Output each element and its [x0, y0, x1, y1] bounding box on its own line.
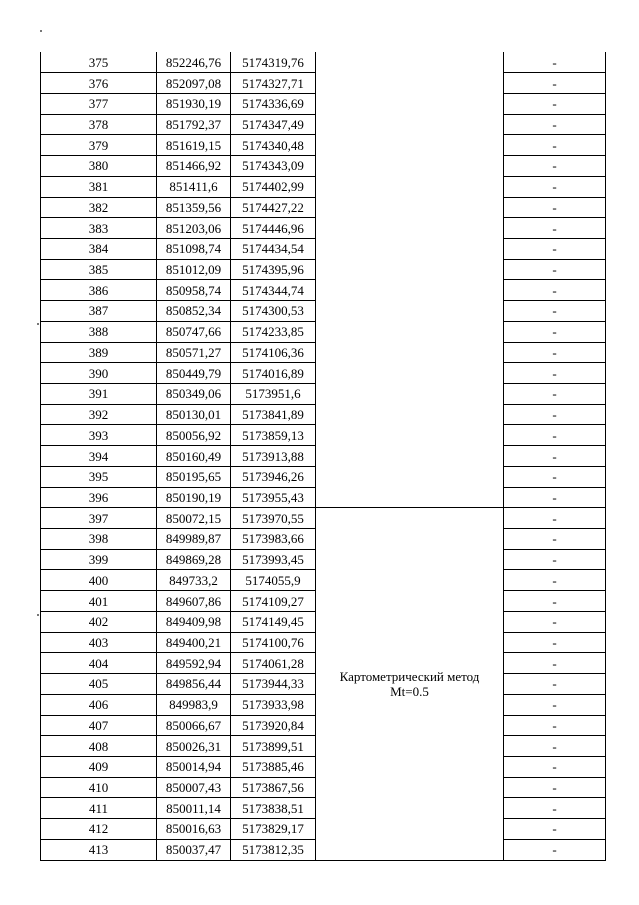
accuracy-cell: - — [504, 549, 606, 570]
method-cell-empty — [316, 73, 504, 94]
y-coordinate-cell: 5174344,74 — [231, 280, 316, 301]
point-number-cell: 380 — [41, 156, 157, 177]
y-coordinate-cell: 5173829,17 — [231, 819, 316, 840]
accuracy-cell: - — [504, 694, 606, 715]
method-cell-empty — [316, 135, 504, 156]
table-row — [41, 73, 606, 94]
accuracy-cell: - — [504, 73, 606, 94]
point-number-cell: 390 — [41, 363, 157, 384]
accuracy-cell: - — [504, 674, 606, 695]
method-cell-empty — [316, 156, 504, 177]
x-coordinate-cell: 849409,98 — [157, 611, 231, 632]
table-row — [41, 466, 606, 487]
accuracy-cell: - — [504, 466, 606, 487]
x-coordinate-cell: 851792,37 — [157, 114, 231, 135]
accuracy-cell: - — [504, 218, 606, 239]
accuracy-cell: - — [504, 756, 606, 777]
y-coordinate-cell: 5173993,45 — [231, 549, 316, 570]
table-row — [41, 93, 606, 114]
table-row — [41, 508, 606, 529]
y-coordinate-cell: 5174300,53 — [231, 301, 316, 322]
x-coordinate-cell: 849592,94 — [157, 653, 231, 674]
table-row — [41, 156, 606, 177]
table-row — [41, 280, 606, 301]
accuracy-cell: - — [504, 611, 606, 632]
y-coordinate-cell: 5173970,55 — [231, 508, 316, 529]
accuracy-cell: - — [504, 632, 606, 653]
point-number-cell: 385 — [41, 259, 157, 280]
y-coordinate-cell: 5173899,51 — [231, 736, 316, 757]
table-row — [41, 52, 606, 73]
y-coordinate-cell: 5173913,88 — [231, 446, 316, 467]
method-cell-empty — [316, 93, 504, 114]
accuracy-cell: - — [504, 342, 606, 363]
x-coordinate-cell: 850066,67 — [157, 715, 231, 736]
accuracy-cell: - — [504, 570, 606, 591]
scan-mark — [37, 614, 39, 616]
table-row — [41, 218, 606, 239]
accuracy-cell: - — [504, 653, 606, 674]
accuracy-cell: - — [504, 52, 606, 73]
accuracy-cell: - — [504, 321, 606, 342]
x-coordinate-cell: 849856,44 — [157, 674, 231, 695]
method-cell-empty — [316, 466, 504, 487]
y-coordinate-cell: 5174347,49 — [231, 114, 316, 135]
table-row — [41, 135, 606, 156]
accuracy-cell: - — [504, 736, 606, 757]
x-coordinate-cell: 851466,92 — [157, 156, 231, 177]
x-coordinate-cell: 850958,74 — [157, 280, 231, 301]
point-number-cell: 382 — [41, 197, 157, 218]
method-cell-empty — [316, 487, 504, 508]
y-coordinate-cell: 5174327,71 — [231, 73, 316, 94]
y-coordinate-cell: 5174402,99 — [231, 176, 316, 197]
accuracy-cell: - — [504, 404, 606, 425]
accuracy-cell: - — [504, 363, 606, 384]
y-coordinate-cell: 5173812,35 — [231, 839, 316, 860]
point-number-cell: 400 — [41, 570, 157, 591]
x-coordinate-cell: 851098,74 — [157, 238, 231, 259]
y-coordinate-cell: 5174319,76 — [231, 52, 316, 73]
table-row — [41, 425, 606, 446]
y-coordinate-cell: 5174395,96 — [231, 259, 316, 280]
table-row — [41, 321, 606, 342]
y-coordinate-cell: 5174106,36 — [231, 342, 316, 363]
x-coordinate-cell: 850852,34 — [157, 301, 231, 322]
point-number-cell: 398 — [41, 529, 157, 550]
table-row — [41, 259, 606, 280]
accuracy-cell: - — [504, 301, 606, 322]
table-row — [41, 404, 606, 425]
x-coordinate-cell: 849607,86 — [157, 591, 231, 612]
point-number-cell: 408 — [41, 736, 157, 757]
method-cell — [316, 508, 504, 860]
method-cell-empty — [316, 384, 504, 405]
point-number-cell: 394 — [41, 446, 157, 467]
accuracy-cell: - — [504, 446, 606, 467]
y-coordinate-cell: 5174055,9 — [231, 570, 316, 591]
x-coordinate-cell: 852097,08 — [157, 73, 231, 94]
coordinates-table — [40, 52, 606, 861]
point-number-cell: 393 — [41, 425, 157, 446]
table-row — [41, 342, 606, 363]
y-coordinate-cell: 5174427,22 — [231, 197, 316, 218]
table-row — [41, 487, 606, 508]
point-number-cell: 383 — [41, 218, 157, 239]
y-coordinate-cell: 5173867,56 — [231, 777, 316, 798]
accuracy-cell: - — [504, 798, 606, 819]
method-cell-empty — [316, 363, 504, 384]
y-coordinate-cell: 5174446,96 — [231, 218, 316, 239]
accuracy-cell: - — [504, 197, 606, 218]
x-coordinate-cell: 851203,06 — [157, 218, 231, 239]
y-coordinate-cell: 5173920,84 — [231, 715, 316, 736]
point-number-cell: 399 — [41, 549, 157, 570]
point-number-cell: 386 — [41, 280, 157, 301]
y-coordinate-cell: 5174016,89 — [231, 363, 316, 384]
scan-mark — [40, 30, 42, 32]
y-coordinate-cell: 5174233,85 — [231, 321, 316, 342]
x-coordinate-cell: 851930,19 — [157, 93, 231, 114]
x-coordinate-cell: 849733,2 — [157, 570, 231, 591]
accuracy-cell: - — [504, 135, 606, 156]
accuracy-cell: - — [504, 839, 606, 860]
method-cell-empty — [316, 280, 504, 301]
point-number-cell: 402 — [41, 611, 157, 632]
x-coordinate-cell: 850056,92 — [157, 425, 231, 446]
point-number-cell: 392 — [41, 404, 157, 425]
point-number-cell: 384 — [41, 238, 157, 259]
point-number-cell: 389 — [41, 342, 157, 363]
table-row — [41, 176, 606, 197]
point-number-cell: 397 — [41, 508, 157, 529]
x-coordinate-cell: 850190,19 — [157, 487, 231, 508]
accuracy-cell: - — [504, 259, 606, 280]
table-row — [41, 446, 606, 467]
x-coordinate-cell: 850007,43 — [157, 777, 231, 798]
method-cell-empty — [316, 176, 504, 197]
x-coordinate-cell: 850016,63 — [157, 819, 231, 840]
point-number-cell: 407 — [41, 715, 157, 736]
y-coordinate-cell: 5174061,28 — [231, 653, 316, 674]
x-coordinate-cell: 851012,09 — [157, 259, 231, 280]
x-coordinate-cell: 850449,79 — [157, 363, 231, 384]
point-number-cell: 381 — [41, 176, 157, 197]
point-number-cell: 404 — [41, 653, 157, 674]
y-coordinate-cell: 5173951,6 — [231, 384, 316, 405]
point-number-cell: 387 — [41, 301, 157, 322]
table-row — [41, 301, 606, 322]
method-cell-empty — [316, 238, 504, 259]
method-cell-empty — [316, 301, 504, 322]
table-row — [41, 197, 606, 218]
y-coordinate-cell: 5173946,26 — [231, 466, 316, 487]
point-number-cell: 403 — [41, 632, 157, 653]
y-coordinate-cell: 5174434,54 — [231, 238, 316, 259]
table-row — [41, 363, 606, 384]
method-cell-empty — [316, 321, 504, 342]
table-row — [41, 238, 606, 259]
accuracy-cell: - — [504, 384, 606, 405]
point-number-cell: 409 — [41, 756, 157, 777]
x-coordinate-cell: 851359,56 — [157, 197, 231, 218]
x-coordinate-cell: 850014,94 — [157, 756, 231, 777]
x-coordinate-cell: 850195,65 — [157, 466, 231, 487]
accuracy-cell: - — [504, 114, 606, 135]
x-coordinate-cell: 850571,27 — [157, 342, 231, 363]
point-number-cell: 410 — [41, 777, 157, 798]
method-cell-empty — [316, 259, 504, 280]
x-coordinate-cell: 850037,47 — [157, 839, 231, 860]
point-number-cell: 375 — [41, 52, 157, 73]
x-coordinate-cell: 849989,87 — [157, 529, 231, 550]
accuracy-cell: - — [504, 238, 606, 259]
point-number-cell: 391 — [41, 384, 157, 405]
y-coordinate-cell: 5174100,76 — [231, 632, 316, 653]
accuracy-cell: - — [504, 280, 606, 301]
point-number-cell: 395 — [41, 466, 157, 487]
point-number-cell: 413 — [41, 839, 157, 860]
y-coordinate-cell: 5174336,69 — [231, 93, 316, 114]
y-coordinate-cell: 5173944,33 — [231, 674, 316, 695]
method-cell-empty — [316, 197, 504, 218]
accuracy-cell: - — [504, 156, 606, 177]
table-row — [41, 114, 606, 135]
x-coordinate-cell: 849983,9 — [157, 694, 231, 715]
accuracy-cell: - — [504, 487, 606, 508]
x-coordinate-cell: 851619,15 — [157, 135, 231, 156]
point-number-cell: 406 — [41, 694, 157, 715]
method-cell-empty — [316, 404, 504, 425]
x-coordinate-cell: 849400,21 — [157, 632, 231, 653]
x-coordinate-cell: 849869,28 — [157, 549, 231, 570]
x-coordinate-cell: 850349,06 — [157, 384, 231, 405]
method-cell-empty — [316, 52, 504, 73]
accuracy-cell: - — [504, 176, 606, 197]
x-coordinate-cell: 852246,76 — [157, 52, 231, 73]
point-number-cell: 401 — [41, 591, 157, 612]
accuracy-cell: - — [504, 508, 606, 529]
y-coordinate-cell: 5173885,46 — [231, 756, 316, 777]
method-cell-empty — [316, 425, 504, 446]
table-row — [41, 384, 606, 405]
method-cell-empty — [316, 218, 504, 239]
y-coordinate-cell: 5173859,13 — [231, 425, 316, 446]
accuracy-cell: - — [504, 715, 606, 736]
method-accuracy: Mt=0.5 — [390, 683, 429, 699]
y-coordinate-cell: 5174340,48 — [231, 135, 316, 156]
point-number-cell: 396 — [41, 487, 157, 508]
accuracy-cell: - — [504, 591, 606, 612]
y-coordinate-cell: 5173933,98 — [231, 694, 316, 715]
point-number-cell: 411 — [41, 798, 157, 819]
point-number-cell: 405 — [41, 674, 157, 695]
y-coordinate-cell: 5174109,27 — [231, 591, 316, 612]
scan-mark — [37, 323, 39, 325]
accuracy-cell: - — [504, 529, 606, 550]
method-name: Картометрический метод — [339, 668, 480, 684]
point-number-cell: 379 — [41, 135, 157, 156]
x-coordinate-cell: 850011,14 — [157, 798, 231, 819]
point-number-cell: 388 — [41, 321, 157, 342]
y-coordinate-cell: 5174343,09 — [231, 156, 316, 177]
accuracy-cell: - — [504, 777, 606, 798]
y-coordinate-cell: 5174149,45 — [231, 611, 316, 632]
x-coordinate-cell: 850130,01 — [157, 404, 231, 425]
accuracy-cell: - — [504, 819, 606, 840]
accuracy-cell: - — [504, 93, 606, 114]
x-coordinate-cell: 850026,31 — [157, 736, 231, 757]
point-number-cell: 412 — [41, 819, 157, 840]
point-number-cell: 378 — [41, 114, 157, 135]
point-number-cell: 377 — [41, 93, 157, 114]
y-coordinate-cell: 5173838,51 — [231, 798, 316, 819]
accuracy-cell: - — [504, 425, 606, 446]
point-number-cell: 376 — [41, 73, 157, 94]
method-cell-empty — [316, 342, 504, 363]
y-coordinate-cell: 5173983,66 — [231, 529, 316, 550]
y-coordinate-cell: 5173955,43 — [231, 487, 316, 508]
method-cell-empty — [316, 446, 504, 467]
y-coordinate-cell: 5173841,89 — [231, 404, 316, 425]
x-coordinate-cell: 850160,49 — [157, 446, 231, 467]
x-coordinate-cell: 851411,6 — [157, 176, 231, 197]
x-coordinate-cell: 850072,15 — [157, 508, 231, 529]
method-cell-empty — [316, 114, 504, 135]
x-coordinate-cell: 850747,66 — [157, 321, 231, 342]
